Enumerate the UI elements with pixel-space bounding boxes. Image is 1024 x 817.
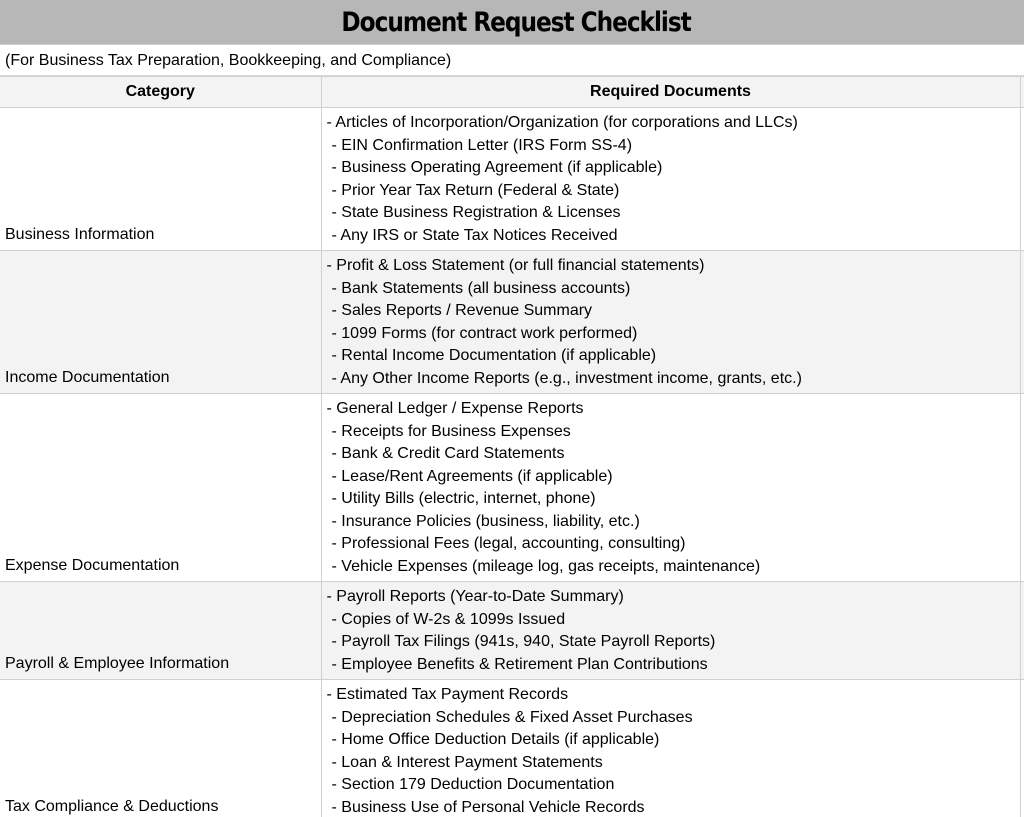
category-label: Business Information (5, 226, 155, 243)
document-item: - EIN Confirmation Letter (IRS Form SS-4) (331, 136, 633, 154)
table-row (0, 582, 1024, 680)
document-item: - Home Office Deduction Details (if applicable) (331, 731, 660, 748)
category-cell[interactable] (0, 680, 321, 817)
document-item: - Professional Fees (legal, accounting, consulting) (331, 535, 686, 552)
document-item: - Prior Year Tax Return (Federal & State) (331, 181, 620, 199)
document-item: - 1099 Forms (for contract work performed) (331, 324, 638, 342)
table-row (0, 108, 1024, 251)
document-item: - Business Use of Personal Vehicle Records (331, 798, 645, 816)
checklist-rows (0, 108, 1024, 817)
category-label: Expense Documentation (5, 557, 180, 574)
document-item: - Sales Reports / Revenue Summary (331, 302, 593, 319)
document-item: - Section 179 Deduction Documentation (331, 776, 615, 793)
document-item: - Bank Statements (all business accounts) (331, 279, 631, 297)
document-item: - Business Operating Agreement (if applicable) (331, 159, 663, 176)
category-cell[interactable] (0, 582, 321, 680)
document-item: - Loan & Interest Payment Statements (331, 753, 603, 771)
document-item: - General Ledger / Expense Reports (326, 400, 584, 417)
document-item: - Rental Income Documentation (if applicable) (331, 347, 657, 364)
documents-cell[interactable] (321, 680, 1020, 817)
edge-cell[interactable] (1020, 394, 1024, 582)
edge-cell[interactable] (1020, 680, 1024, 817)
documents-cell[interactable] (321, 582, 1020, 680)
document-item: - Estimated Tax Payment Records (326, 686, 569, 703)
title-cell[interactable] (0, 0, 1024, 45)
document-item: - Employee Benefits & Retirement Plan Contributions (331, 655, 708, 673)
category-cell[interactable] (0, 394, 321, 582)
category-cell[interactable] (0, 251, 321, 394)
document-item: - Insurance Policies (business, liability, etc.) (331, 512, 640, 530)
category-label: Income Documentation (5, 369, 170, 386)
document-item: - Payroll Tax Filings (941s, 940, State Payroll Reports) (331, 633, 716, 650)
document-item: - Depreciation Schedules & Fixed Asset Purchases (331, 708, 693, 726)
document-item: - Receipts for Business Expenses (331, 422, 571, 440)
edge-cell[interactable] (1020, 251, 1024, 394)
document-item: - State Business Registration & Licenses (331, 204, 621, 221)
category-label: Payroll & Employee Information (5, 655, 230, 672)
document-item: - Payroll Reports (Year-to-Date Summary) (326, 588, 624, 605)
category-label: Tax Compliance & Deductions (5, 798, 219, 815)
document-item: - Profit & Loss Statement (or full financial statements) (326, 257, 705, 274)
header-row (0, 77, 1024, 108)
table-row (0, 394, 1024, 582)
document-item: - Vehicle Expenses (mileage log, gas receipts, maintenance) (331, 557, 761, 575)
page-title: Document Request Checklist (341, 6, 691, 38)
document-item: - Articles of Incorporation/Organization (for corporations and LLCs) (326, 114, 798, 131)
document-item: - Lease/Rent Agreements (if applicable) (331, 467, 613, 485)
document-item: - Utility Bills (electric, internet, phone) (331, 490, 596, 507)
document-item: - Copies of W-2s & 1099s Issued (331, 610, 566, 628)
document-item: - Any Other Income Reports (e.g., investment income, grants, etc.) (331, 369, 802, 387)
column-header-documents[interactable]: Required Documents (321, 77, 1020, 108)
subtitle-cell[interactable] (0, 45, 1024, 76)
table-row (0, 251, 1024, 394)
documents-cell[interactable] (321, 108, 1020, 251)
documents-cell[interactable] (321, 394, 1020, 582)
category-cell[interactable] (0, 108, 321, 251)
document-item: - Bank & Credit Card Statements (331, 445, 565, 462)
page-subtitle: (For Business Tax Preparation, Bookkeeping, and Compliance) (5, 52, 452, 69)
edge-cell[interactable] (1020, 108, 1024, 251)
column-header-edge[interactable] (1020, 77, 1024, 108)
documents-cell[interactable] (321, 251, 1020, 394)
table-row (0, 680, 1024, 817)
column-header-category[interactable]: Category (0, 77, 321, 108)
checklist-table (0, 76, 1024, 817)
document-item: - Any IRS or State Tax Notices Received (331, 226, 618, 244)
edge-cell[interactable] (1020, 582, 1024, 680)
